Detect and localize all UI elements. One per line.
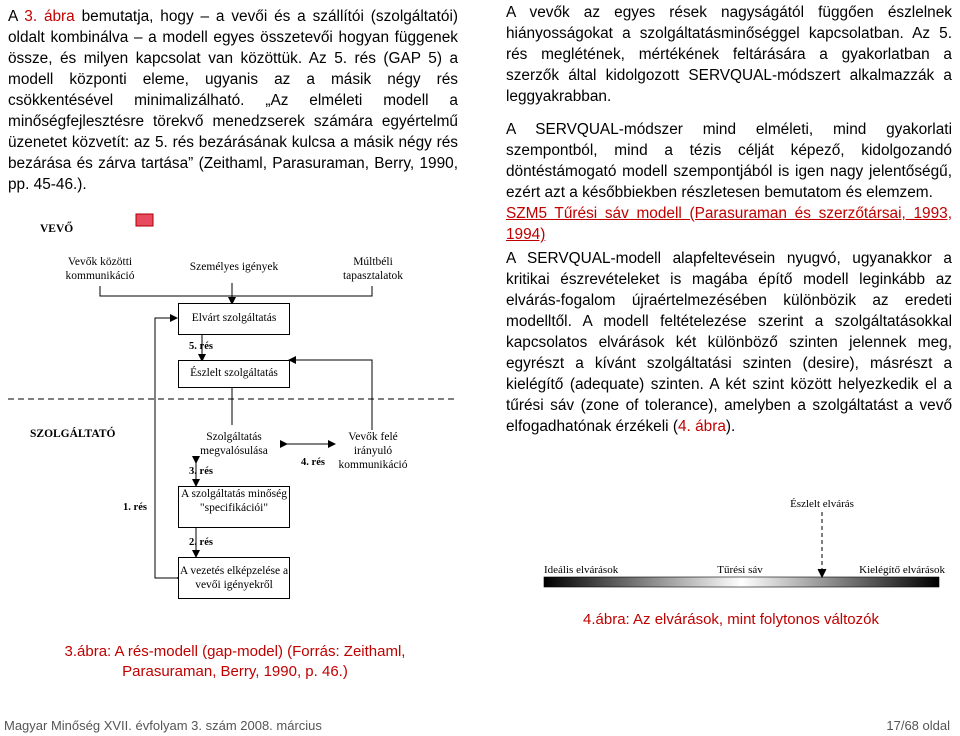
gap2-label: 2. rés xyxy=(189,537,213,548)
management-perceptions-label: A vezetés elképzelése a vevői igényekről xyxy=(179,565,289,591)
perceived-expectation-label: Észlelt elvárás xyxy=(790,498,854,510)
adequate-expectations-label: Kielégítő elvárások xyxy=(859,564,945,576)
external-communication-box: Vevők felé irányuló kommunikáció xyxy=(338,431,408,471)
gap4-label: 4. rés xyxy=(301,457,325,468)
page-number: 17/68 oldal xyxy=(886,718,950,733)
tolerance-zone-label: Tűrési sáv xyxy=(717,564,763,576)
past-experience-box: Múltbéli tapasztalatok xyxy=(342,256,404,282)
ideal-expectations-label: Ideális elvárások xyxy=(544,564,619,576)
customer-side-label: VEVŐ xyxy=(40,223,74,235)
right-paragraph-3 xyxy=(506,248,952,437)
perceived-service-label: Észlelt szolgáltatás xyxy=(190,367,278,379)
page-footer xyxy=(0,718,960,736)
text: A SERVQUAL-modell alapfeltevésein nyugvó, ugyanakkor a kritikai észrevételeket is magába építő modell leginkább az elvárás-fogalom újraértelmezésében különbözik az eredeti modelltől. A modell feltételezése szerint a szolgáltatásokkal kapcsolatos elvárások két különböző szinten jelennek meg, egyrészt a kívánt szolgáltatási szinten (desire), másrészt a kielégítő (adequate) szinten. A két szint között helyezkedik el a tűrési sáv (zone of tolerance), amelyben a szolgáltatást a vevő elfogadhatónak érzékeli ( xyxy=(506,250,952,435)
gap1-label: 1. rés xyxy=(123,502,147,513)
perceived-service-box xyxy=(178,360,290,388)
right-paragraph-1: A vevők az egyes rések nagyságától függően észlelnek hiányosságokat a szolgáltatásminőséggel kapcsolatban. Az 5. rés meglétének, mértékének feltárására a gyakorlatban a szerzők által kidolgozott SERVQUAL-módszert alkalmazzák a leggyakrabban. xyxy=(506,4,952,105)
right-column xyxy=(506,2,952,449)
gap3-label: 3. rés xyxy=(189,466,213,477)
service-specifications-label: A szolgáltatás minőség "specifikációi" xyxy=(180,488,288,514)
management-perceptions-box xyxy=(178,557,290,599)
figure-reference-link[interactable]: 3. ábra xyxy=(24,8,75,25)
text: ). xyxy=(725,418,736,435)
text: bemutatja, hogy – a vevői és a szállítói (szolgáltatói) oldalt kombinálva – a modell egyes összetevői hogyan függenek össze, és milyen kapcsolat van közöttük. Az 5. rés (GAP 5) a modell központi eleme, ugyanis az a másik négy rés csökkentésével minimalizálható. „Az elméleti modell a minőségfejlesztésre törekvő menedzserek számára egyértelmű üzenetet közvetít: az 5. rés bezárásának kulcsa a másik négy rés bezárása és zárva tartása” (Zeithaml, Parasuraman, Berry, 1990, pp. 45-46.). xyxy=(8,8,458,193)
word-of-mouth-box: Vevők közötti kommunikáció xyxy=(65,256,135,282)
journal-info: Magyar Minőség XVII. évfolyam 3. szám 2008. március xyxy=(4,718,322,733)
figure-reference-link[interactable]: 4. ábra xyxy=(677,418,726,435)
right-paragraph-2: A SERVQUAL-módszer mind elméleti, mind gyakorlati szempontból, mind a tézis célját képező, kidolgozandó döntéstámogató modell szempontjából is igen nagy jelentőségű, ezért azt a későbbiekben részletesen bemutatom és elemzem. xyxy=(506,121,952,201)
expected-service-box xyxy=(178,303,290,335)
figure3-caption: 3.ábra: A rés-modell (gap-model) (Forrás: Zeithaml, Parasuraman, Berry, 1990, p. 46.) xyxy=(64,643,406,680)
expected-service-label: Elvárt szolgáltatás xyxy=(191,312,277,324)
service-delivery-box: Szolgáltatás megvalósulása xyxy=(200,431,268,457)
text: A xyxy=(8,8,25,25)
provider-side-label: SZOLGÁLTATÓ xyxy=(30,428,116,440)
personal-needs-box: Személyes igények xyxy=(189,261,279,273)
model-heading-link[interactable]: SZM5 Tűrési sáv modell (Parasuraman és szerzőtársai, 1993, 1994) xyxy=(506,205,952,243)
figure4-caption: 4.ábra: Az elvárások, mint folytonos változók xyxy=(583,611,879,628)
service-specifications-box xyxy=(178,486,290,528)
gap5-label: 5. rés xyxy=(189,341,213,352)
